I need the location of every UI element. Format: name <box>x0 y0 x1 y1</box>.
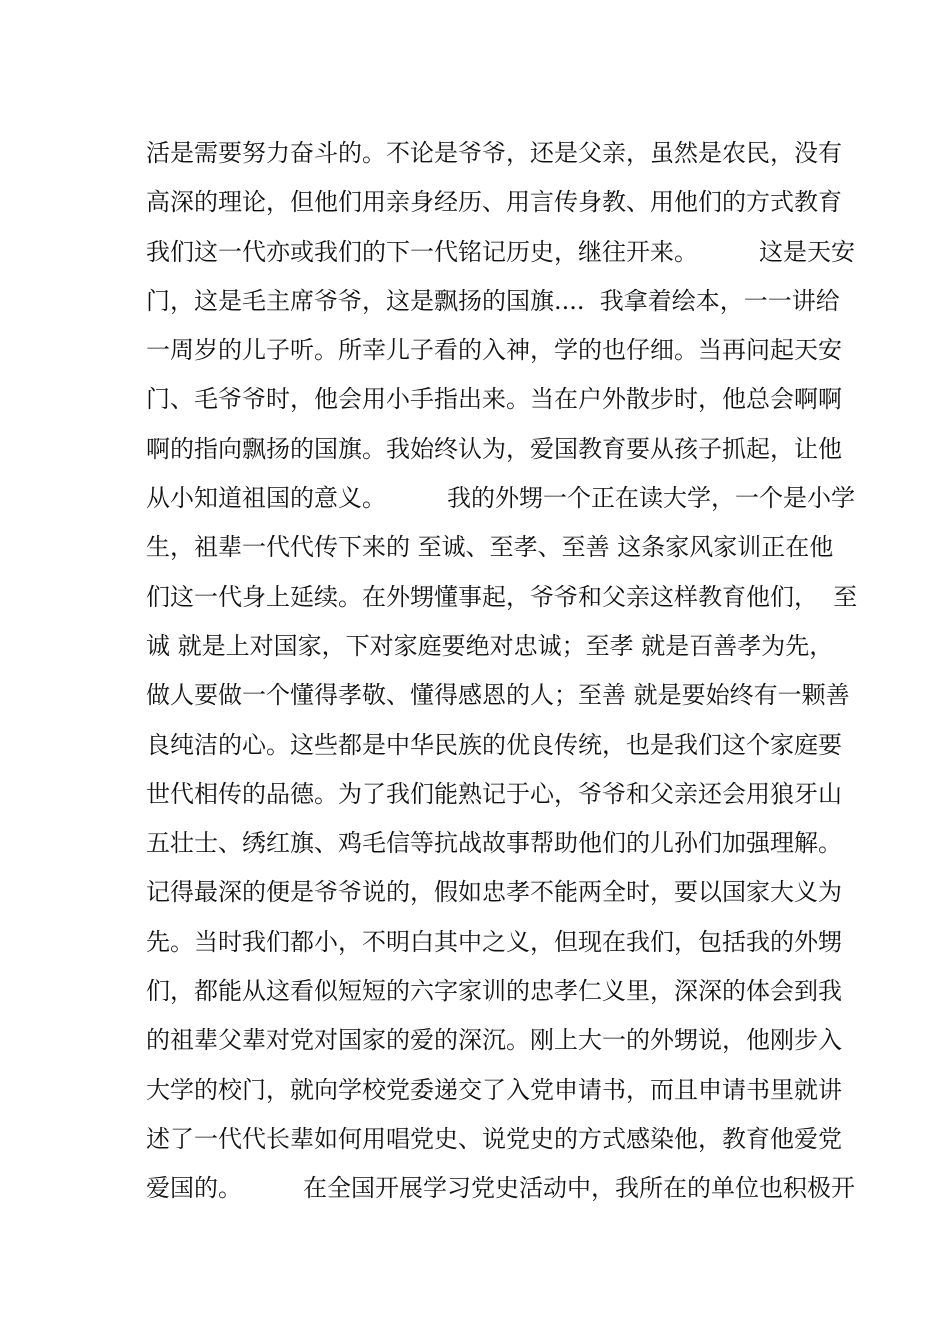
text-line: 诚 就是上对国家，下对家庭要绝对忠诚；至孝 就是百善孝为先， <box>146 631 834 660</box>
text-line: 记得最深的便是爷爷说的，假如忠孝不能两全时，要以国家大义为 <box>146 878 842 907</box>
text-line: 从小知道祖国的意义。 我的外甥一个正在读大学，一个是小学 <box>146 484 856 513</box>
text-line: 做人要做一个懂得孝敬、懂得感恩的人；至善 就是要始终有一颗善 <box>146 681 850 710</box>
text-line: 门，这是毛主席爷爷，这是飘扬的国旗.... 我拿着绘本，一一讲给 <box>146 286 840 315</box>
text-line: 们这一代身上延续。在外甥懂事起，爷爷和父亲这样教育他们， 至 <box>146 582 858 611</box>
text-line: 高深的理论，但他们用亲身经历、用言传身教、用他们的方式教育 <box>146 188 842 217</box>
text-line: 述了一代代长辈如何用唱党史、说党史的方式感染他，教育他爱党 <box>146 1124 842 1153</box>
text-line: 先。当时我们都小，不明白其中之义，但现在我们，包括我的外甥 <box>146 927 842 956</box>
body-text <box>146 135 858 1220</box>
text-line: 爱国的。 在全国开展学习党史活动中，我所在的单位也积极开 <box>146 1174 856 1203</box>
text-line: 生，祖辈一代代传下来的 至诚、至孝、至善 这条家风家训正在他 <box>146 533 834 562</box>
text-line: 活是需要努力奋斗的。不论是爷爷，还是父亲，虽然是农民，没有 <box>146 139 842 167</box>
text-line: 世代相传的品德。为了我们能熟记于心，爷爷和父亲还会用狼牙山 <box>146 779 842 808</box>
text-line: 大学的校门，就向学校党委递交了入党申请书，而且申请书里就讲 <box>146 1075 842 1104</box>
text-line: 们，都能从这看似短短的六字家训的忠孝仁义里，深深的体会到我 <box>146 977 842 1006</box>
text-line: 啊的指向飘扬的国旗。我始终认为，爱国教育要从孩子抓起，让他 <box>146 434 842 463</box>
text-line: 一周岁的儿子听。所幸儿子看的入神，学的也仔细。当再问起天安 <box>146 336 842 365</box>
text-line: 五壮士、绣红旗、鸡毛信等抗战故事帮助他们的儿孙们加强理解。 <box>146 829 842 858</box>
text-line: 良纯洁的心。这些都是中华民族的优良传统，也是我们这个家庭要 <box>146 730 842 759</box>
text-line: 的祖辈父辈对党对国家的爱的深沉。刚上大一的外甥说，他刚步入 <box>146 1026 842 1055</box>
text-line: 我们这一代亦或我们的下一代铭记历史，继往开来。 这是天安 <box>146 237 856 266</box>
text-line: 门、毛爷爷时，他会用小手指出来。当在户外散步时，他总会啊啊 <box>146 385 842 414</box>
